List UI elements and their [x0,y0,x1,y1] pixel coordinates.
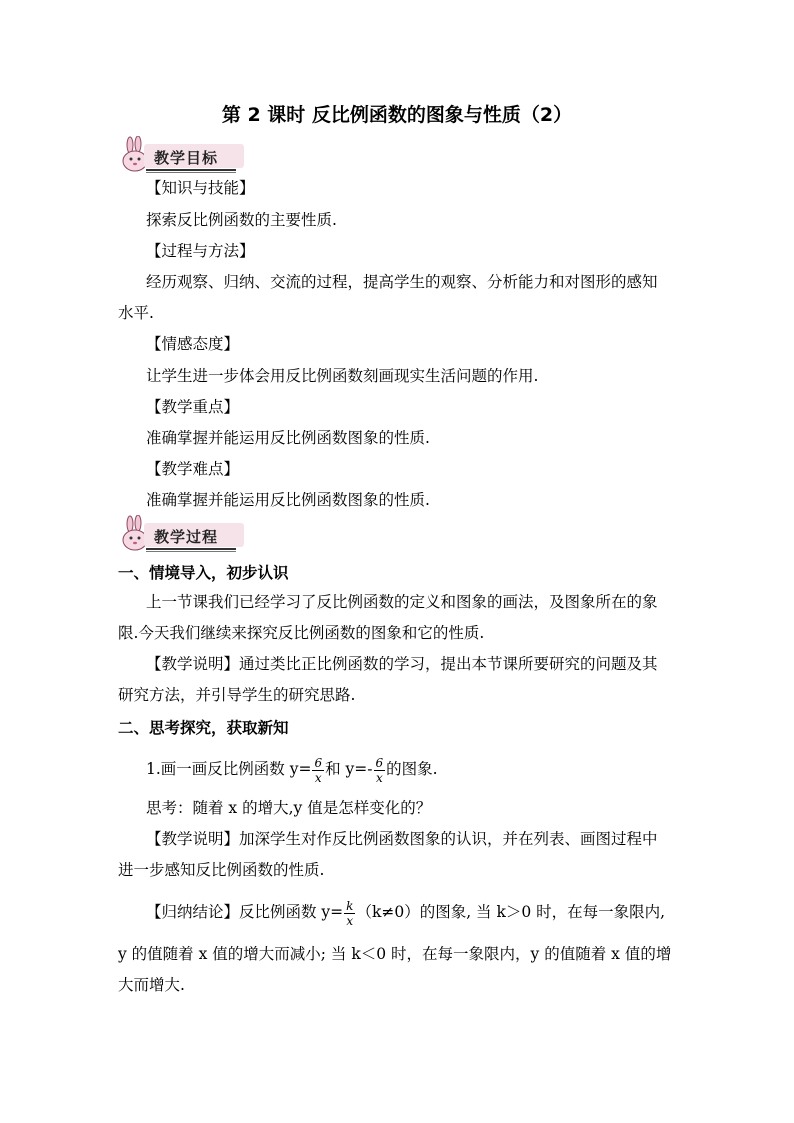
section2-conclusion-line1 [146,890,665,934]
conclusion-text-b: （k≠0）的图象, 当 k＞0 时，在每一象限内, [356,903,666,921]
section1-heading: 一、情境导入，初步认识 [118,564,289,582]
conclusion-text-a: 【归纳结论】反比例函数 y= [146,903,344,921]
fraction-neg-6-over-x: $\frac{6}{x}$ [375,755,384,785]
emotion-text: 让学生进一步体会用反比例函数刻画现实生活问题的作用. [146,367,539,385]
section1-note-line1: 【教学说明】通过类比正比例函数的学习，提出本节课所要研究的问题及其 [146,655,658,673]
knowledge-head: 【知识与技能】 [146,179,255,197]
key-head: 【教学重点】 [146,398,240,416]
emotion-head: 【情感态度】 [146,335,240,353]
knowledge-text: 探索反比例函数的主要性质. [146,211,337,229]
badge-label-process: 教学过程 [154,528,219,546]
section2-heading: 二、思考探究，获取新知 [118,719,289,737]
item1-text-a: 1.画一画反比例函数 y= [146,760,312,778]
method-text-line2: 水平. [118,304,154,322]
difficulty-head: 【教学难点】 [146,460,240,478]
section1-para-line2: 限.今天我们继续来探究反比例函数的图象和它的性质. [118,624,485,642]
fraction-6-over-x: $\frac{6}{x}$ [314,755,323,785]
item1-text-b: 和 y=- [325,760,373,778]
section-badge-process [118,515,248,559]
section2-item1 [146,747,438,791]
method-text-line1: 经历观察、归纳、交流的过程，提高学生的观察、分析能力和对图形的感知 [146,273,658,291]
section2-note-line1: 【教学说明】加深学生对作反比例函数图象的认识，并在列表、画图过程中 [146,830,658,848]
method-head: 【过程与方法】 [146,242,255,260]
badge-label-goals: 教学目标 [154,149,219,167]
section1-note-line2: 研究方法，并引导学生的研究思路. [118,686,356,704]
section2-note-line2: 进一步感知反比例函数的性质. [118,861,325,879]
fraction-k-over-x: $\frac{k}{x}$ [346,898,354,928]
section-badge-goals [118,136,248,180]
section1-para-line1: 上一节课我们已经学习了反比例函数的定义和图象的画法，及图象所在的象 [146,593,658,611]
item1-text-c: 的图象. [386,760,438,778]
section2-think: 思考：随着 x 的增大,y 值是怎样变化的？ [146,799,432,817]
key-text: 准确掌握并能运用反比例函数图象的性质. [146,429,430,447]
section2-conclusion-line2: y 的值随着 x 值的增大而减小; 当 k＜0 时，在每一象限内，y 的值随着 x 值的增 [118,945,672,963]
section2-conclusion-line3: 大而增大. [118,976,185,994]
difficulty-text: 准确掌握并能运用反比例函数图象的性质. [146,491,430,509]
page-title: 第 2 课时 反比例函数的图象与性质（2） [221,104,573,126]
